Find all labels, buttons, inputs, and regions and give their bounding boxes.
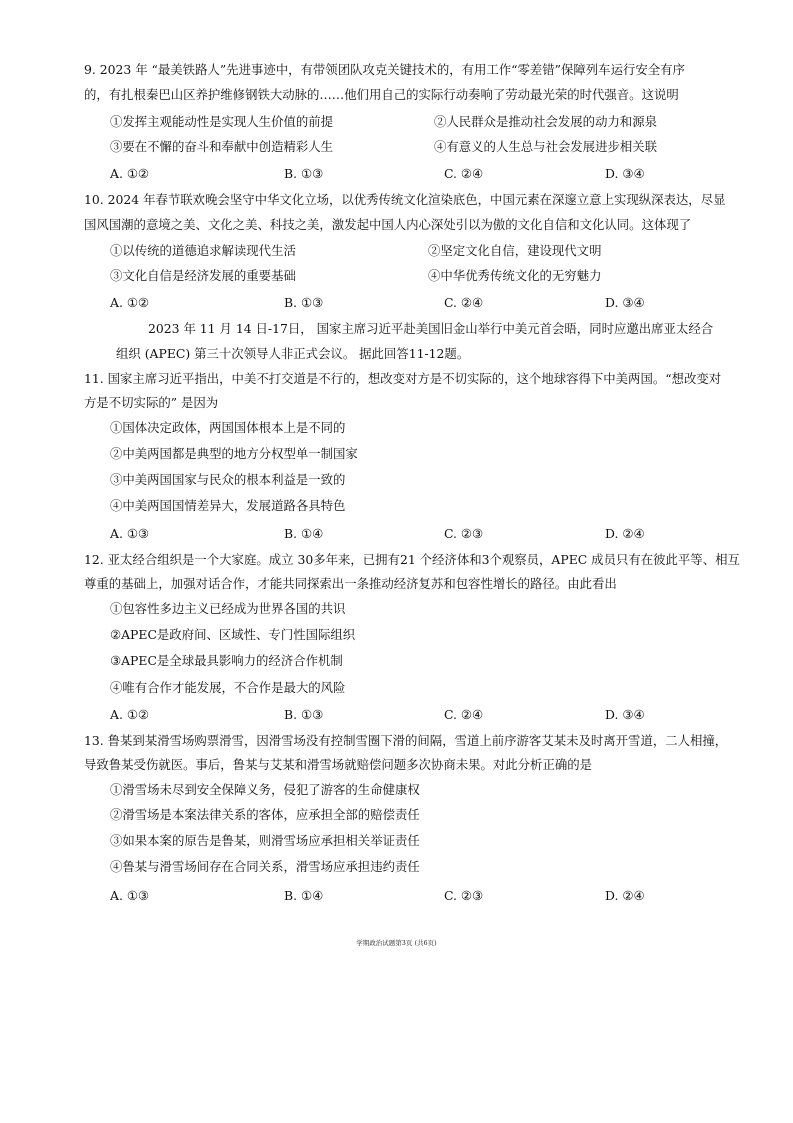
q10-option-4: ④中华优秀传统文化的无穷魅力 <box>428 268 602 283</box>
q10-choice-c: C. ②④ <box>444 295 484 310</box>
q13-option-3: ③如果本案的原告是鲁某，则滑雪场应承担相关举证责任 <box>110 833 420 848</box>
q11-choice-a: A. ①③ <box>110 526 150 541</box>
q9-choice-b: B. ①③ <box>284 166 324 181</box>
q13-option-1: ①滑雪场未尽到安全保障义务，侵犯了游客的生命健康权 <box>110 782 420 797</box>
q10-choice-d: D. ③④ <box>605 295 645 310</box>
q12-choice-a: A. ①② <box>110 707 150 722</box>
q10-stem-line-1: 10. 2024 年春节联欢晚会坚守中华文化立场，以优秀传统文化渲染底色，中国元素在深邃立意上实现纵深表达，尽显 <box>84 192 726 207</box>
q10-option-2: ②坚定文化自信，建设现代文明 <box>428 243 602 258</box>
q12-stem-line-1: 12. 亚太经合组织是一个大家庭。成立 30多年来，已拥有21 个经济体和3个观察员，APEC 成员只有在彼此平等、相互 <box>84 552 740 567</box>
q11-choice-c: C. ②③ <box>444 526 484 541</box>
q12-choice-d: D. ③④ <box>605 707 645 722</box>
q11-choice-d: D. ②④ <box>605 526 645 541</box>
q9-option-1: ①发挥主观能动性是实现人生价值的前提 <box>110 114 334 129</box>
q11-option-1: ①国体决定政体，两国国体根本上是不同的 <box>110 420 346 435</box>
q11-stem-line-2: 方是不切实际的” 是因为 <box>84 395 219 410</box>
q12-option-4: ④唯有合作才能发展，不合作是最大的风险 <box>110 680 346 695</box>
q9-option-2: ②人民群众是推动社会发展的动力和源泉 <box>434 114 658 129</box>
q12-choice-b: B. ①③ <box>284 707 324 722</box>
q13-option-2: ②滑雪场是本案法律关系的客体，应承担全部的赔偿责任 <box>110 807 420 822</box>
q13-stem-line-2: 导致鲁某受伤就医。事后，鲁某与艾某和滑雪场就赔偿问题多次协商未果。对此分析正确的是 <box>84 757 593 772</box>
q9-choice-a: A. ①② <box>110 166 150 181</box>
q9-option-3: ③要在不懈的奋斗和奉献中创造精彩人生 <box>110 139 334 154</box>
q12-option-1: ①包容性多边主义已经成为世界各国的共识 <box>110 601 346 616</box>
q10-stem-line-2: 国风国潮的意境之美、文化之美、科技之美，激发起中国人内心深处引以为傲的文化自信和文化认同。这体现了 <box>84 217 692 232</box>
q11-option-4: ④中美两国国情差异大，发展道路各具特色 <box>110 498 346 513</box>
q9-stem-line-1: 9. 2023 年 “最美铁路人”先进事迹中，有带领团队攻克关键技术的，有用工作“零差错”保障列车运行安全有序 <box>84 62 685 77</box>
q13-choice-a: A. ①③ <box>110 888 150 903</box>
q10-option-1: ①以传统的道德追求解读现代生活 <box>110 243 296 258</box>
q9-choice-d: D. ③④ <box>605 166 645 181</box>
q12-stem-line-2: 尊重的基础上，加强对话合作，才能共同探索出一条推动经济复苏和包容性增长的路径。由此看出 <box>84 576 617 591</box>
q11-stem-line-1: 11. 国家主席习近平指出，中美不打交道是不行的，想改变对方是不切实际的，这个地球容得下中美两国。“想改变对 <box>84 371 722 386</box>
intro-line-2: 组织 (APEC) 第三十次领导人非正式会议。 据此回答11-12题。 <box>116 346 470 361</box>
q12-option-3: ③APEC是全球最具影响力的经济合作机制 <box>110 653 343 668</box>
q13-option-4: ④鲁某与滑雪场间存在合同关系，滑雪场应承担违约责任 <box>110 859 420 874</box>
q12-choice-c: C. ②④ <box>444 707 484 722</box>
q10-option-3: ③文化自信是经济发展的重要基础 <box>110 268 296 283</box>
q9-stem-line-2: 的，有扎根秦巴山区养护维修钢铁大动脉的……他们用自己的实际行动奏响了劳动最光荣的时代强音。这说明 <box>84 87 679 102</box>
q10-choice-a: A. ①② <box>110 295 150 310</box>
q13-stem-line-1: 13. 鲁某到某滑雪场购票滑雪，因滑雪场没有控制雪圈下滑的间隔，雪道上前序游客艾某未及时离开雪道，二人相撞， <box>84 733 728 748</box>
q13-choice-b: B. ①④ <box>284 888 324 903</box>
q11-choice-b: B. ①④ <box>284 526 324 541</box>
q9-option-4: ④有意义的人生总与社会发展进步相关联 <box>434 139 658 154</box>
page-footer: 学期政治试题第3页 (共6页) <box>356 939 437 947</box>
q10-choice-b: B. ①③ <box>284 295 324 310</box>
q11-option-3: ③中美两国国家与民众的根本利益是一致的 <box>110 472 346 487</box>
q11-option-2: ②中美两国都是典型的地方分权型单一制国家 <box>110 446 358 461</box>
intro-line-1: 2023 年 11 月 14 日-17日， 国家主席习近平赴美国旧金山举行中美元首会晤，同时应邀出席亚太经合 <box>148 321 714 336</box>
q13-choice-d: D. ②④ <box>605 888 645 903</box>
q9-choice-c: C. ②④ <box>444 166 484 181</box>
q12-option-2: ②APEC是政府间、区域性、专门性国际组织 <box>110 627 356 642</box>
q13-choice-c: C. ②③ <box>444 888 484 903</box>
